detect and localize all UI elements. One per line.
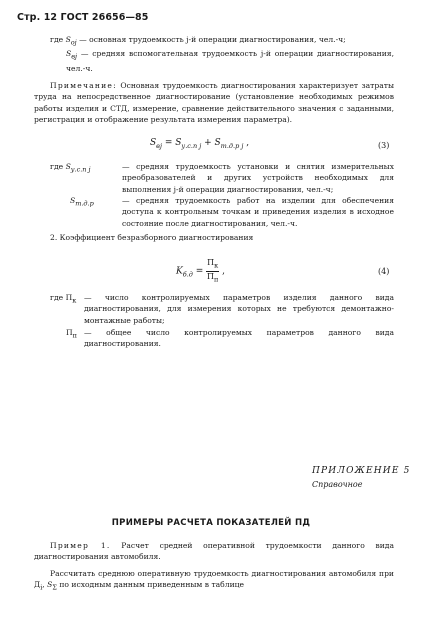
appendix-subtitle: Справочное xyxy=(312,480,363,489)
example-label: Пример 1. xyxy=(50,541,111,550)
symbol-subscript: т.д.р xyxy=(75,199,94,208)
definition-s-oj: где $S_{oj}$ — основная трудоемкость j-й операции диагностирования, чел.-ч; xyxy=(50,35,346,47)
symbol: S xyxy=(66,49,72,58)
definition-pk-sym: где $П_к$ xyxy=(50,293,77,305)
definition-s-ysp-sym: где $S_{у.с.п j}$ xyxy=(50,162,91,174)
definition-text: основная трудоемкость j-й операции диагностирования, чел.-ч; xyxy=(89,35,346,44)
item-2-heading: 2. Коэффициент безразборного диагностирования xyxy=(50,233,254,242)
definition-text: средняя вспомогательная трудоемкость j-й операции диагностирования, чел.-ч. xyxy=(66,49,394,73)
note-paragraph xyxy=(34,80,394,126)
symbol: П xyxy=(65,293,73,302)
definition-text: число контролируемых параметров изделия данного вида диагностирования, для измерения которых не требуются демонтажно-монтажные работы; xyxy=(84,293,394,325)
formula-3: $S_{вj} = S_{у.с.п j} + S_{т.д.р j}$ , xyxy=(150,138,250,150)
formula-4: $K_{б.д}$ = $\frac{П_к}{П_п}$ , xyxy=(176,258,225,284)
definition-s-ysp-text: — средняя трудоемкость установки и снятия измерительных преобразователей и других устройств необходимых для выполнения j-й операции диагностирования, чел.-ч; xyxy=(122,162,394,194)
definition-s-tdr-sym xyxy=(70,195,130,210)
symbol-subscript: вj xyxy=(71,52,78,61)
symbol: S xyxy=(70,196,76,205)
definition-s-vj: $S_{вj}$ — средняя вспомогательная трудоемкость j-й операции диагностирования, чел.-ч. xyxy=(66,49,394,73)
definition-pp-text: — общее число контролируемых параметров данного вида диагностирования. xyxy=(84,328,394,349)
example-2-paragraph: Рассчитать среднюю оперативную трудоемкость диагностирования автомобиля при $Д_i$, $S_\Sigma$ по исходным данным приведенным в таблице xyxy=(34,569,394,592)
symbol: S xyxy=(65,35,71,44)
appendix-title: ПРИЛОЖЕНИЕ 5 xyxy=(312,466,411,476)
equation-number-4: (4) xyxy=(378,267,390,276)
note-label: Примечание: xyxy=(50,81,117,90)
definition-s-tdr-text: — средняя трудоемкость работ на изделии для обеспечения доступа к контрольным точкам и приведения изделия в исходное состояние после диагностирования, чел.-ч. xyxy=(122,196,394,228)
symbol-subscript: п xyxy=(72,331,77,340)
equation-number-3: (3) xyxy=(378,141,390,150)
page-header: Стр. 12 ГОСТ 26656—85 xyxy=(17,12,149,23)
section-title: ПРИМЕРЫ РАСЧЕТА ПОКАЗАТЕЛЕЙ ПД xyxy=(111,518,311,528)
fraction: $\frac{П_к}{П_п}$ xyxy=(207,258,219,284)
definition-text: средняя трудоемкость работ на изделии для обеспечения доступа к контрольным точкам и приведения изделия в исходное состояние после диагностирования, чел.-ч. xyxy=(122,196,394,228)
note-text: Основная трудоемкость диагностирования характеризует затраты труда на непосредственное диагностирование (установление необходимых режимов работы изделия и СТД, измерение, сравнение действительного значения с заданными, регистрация и отображение результата измерения параметра). xyxy=(34,81,394,125)
definition-pk-text: — число контролируемых параметров изделия данного вида диагностирования, для измерения которых не требуются демонтажно-монтажные работы; xyxy=(84,293,394,325)
definition-text: средняя трудоемкость установки и снятия измерительных преобразователей и других устройств необходимых для выполнения j-й операции диагностирования, чел.-ч; xyxy=(122,162,394,194)
symbol-subscript: oj xyxy=(70,38,77,47)
symbol-subscript: у.с.п j xyxy=(70,165,91,174)
symbol-subscript: к xyxy=(72,296,77,305)
example-text: Расчет средней оперативной трудоемкости данного вида диагностирования автомобиля. xyxy=(34,541,395,562)
symbol: П xyxy=(66,328,73,337)
definition-text: общее число контролируемых параметров данного вида диагностирования. xyxy=(84,328,394,349)
example-1-paragraph xyxy=(34,540,394,563)
symbol: S xyxy=(65,162,71,171)
